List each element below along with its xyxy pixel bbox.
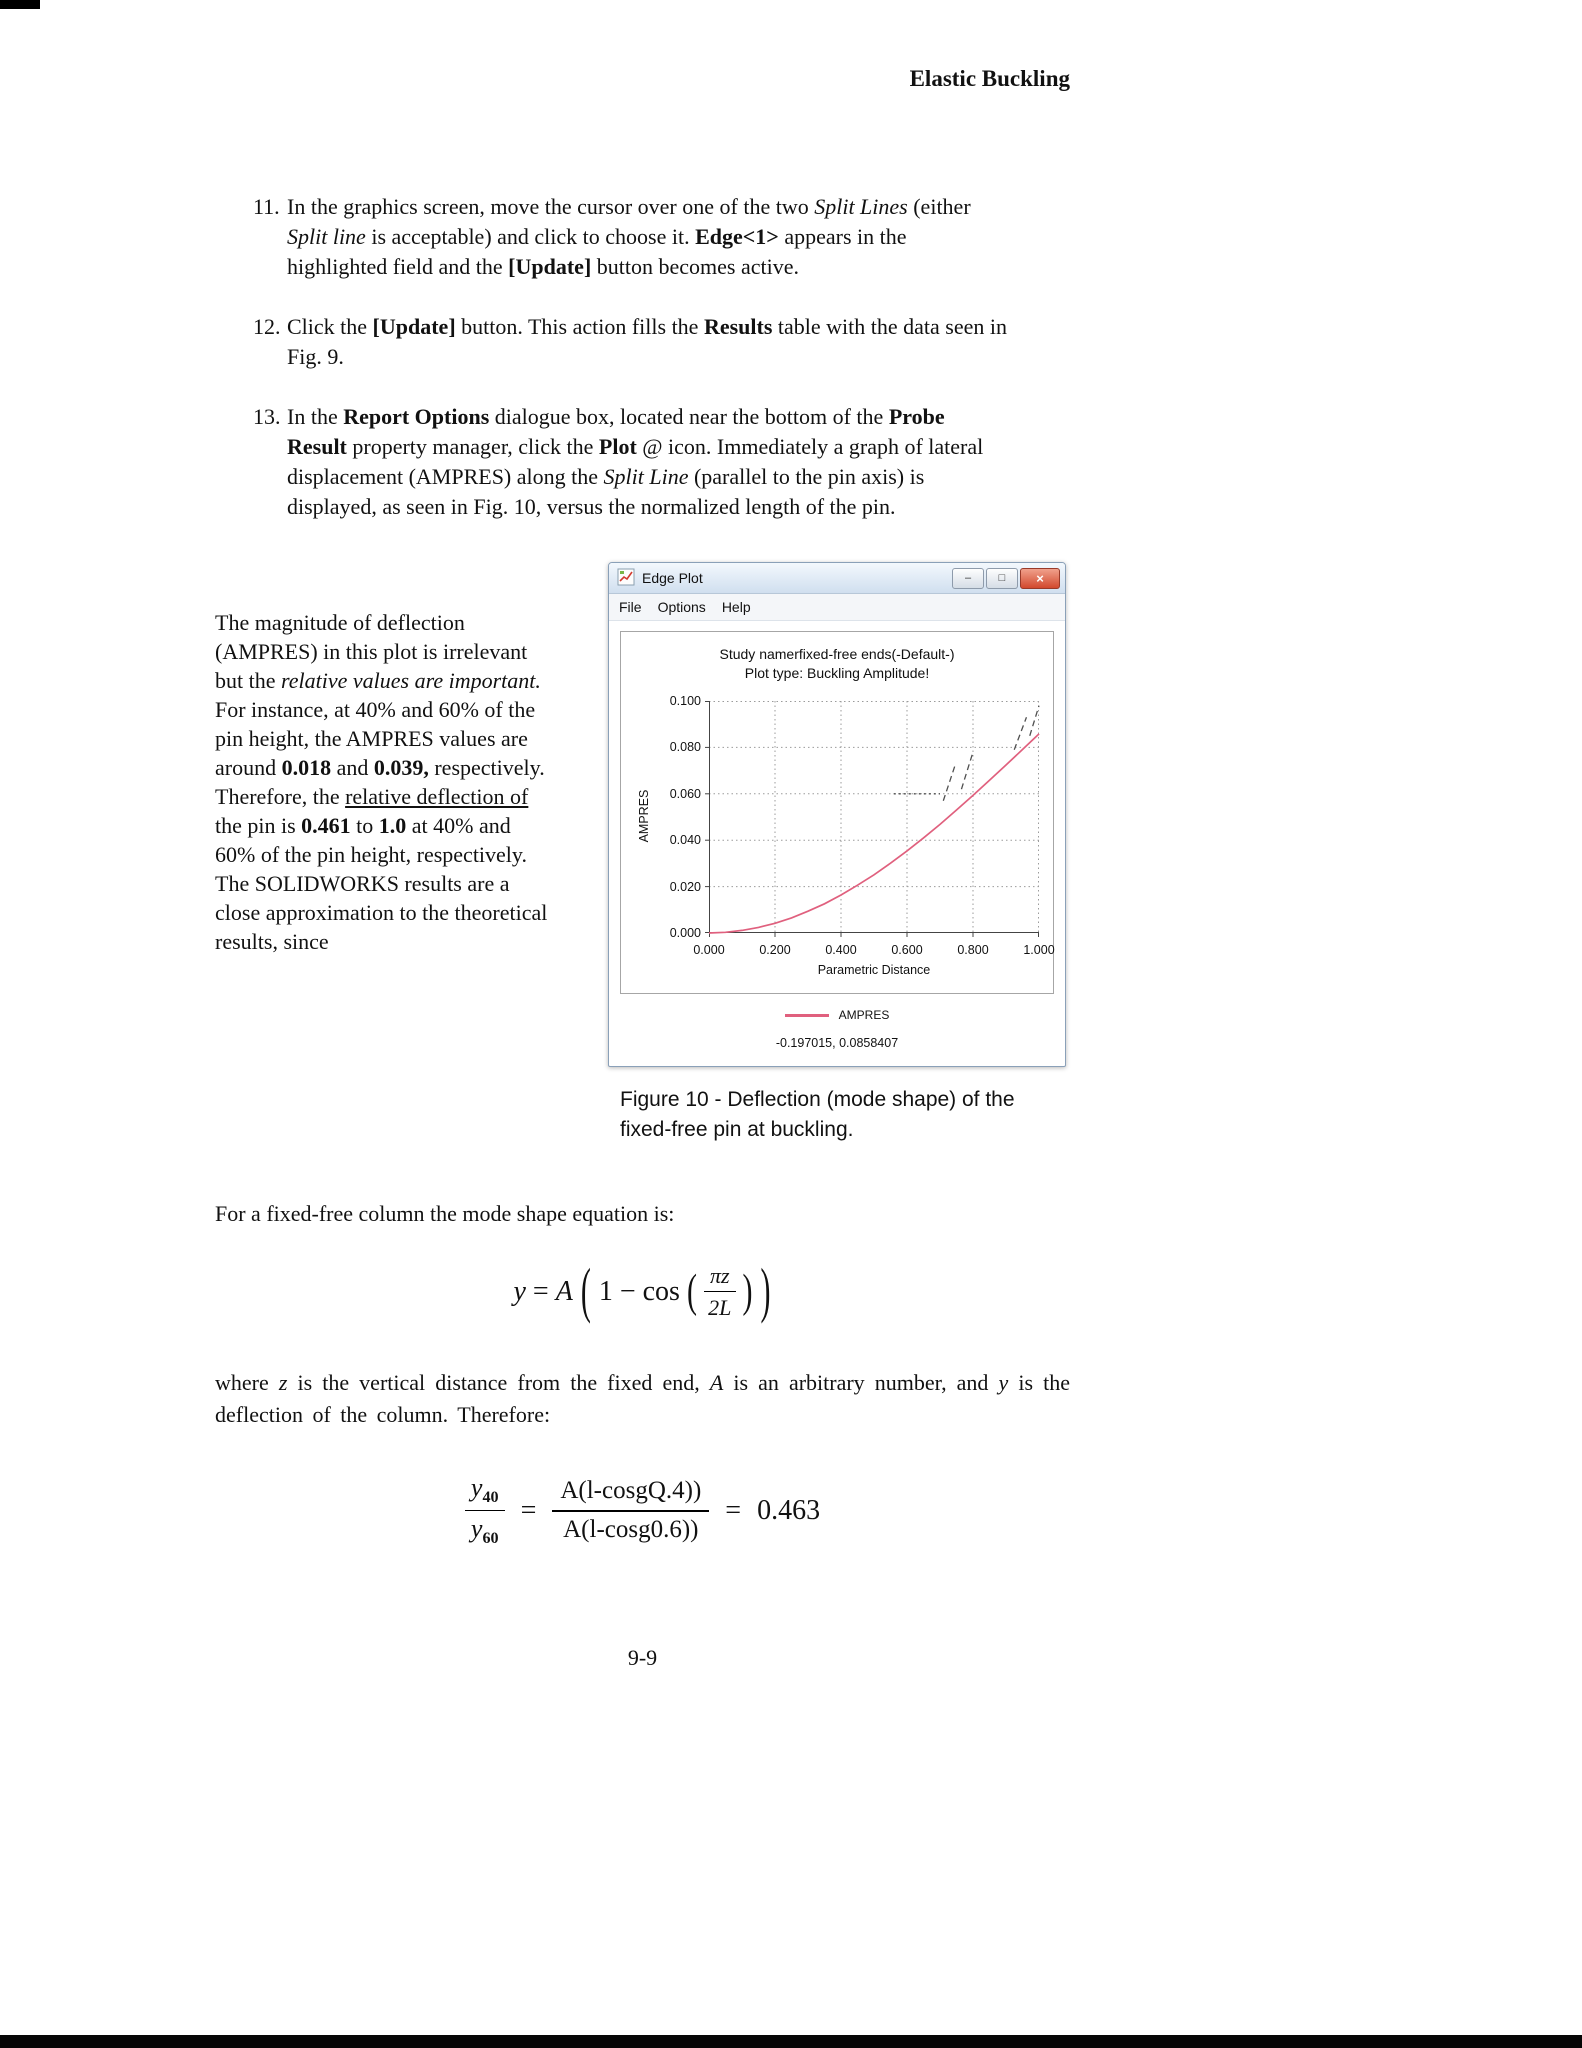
text-segment: Probe Result bbox=[287, 404, 945, 459]
mode-shape-equation bbox=[215, 1256, 1070, 1325]
text-segment: Edge<1> bbox=[695, 224, 779, 249]
eq2-lhs-numerator bbox=[465, 1473, 505, 1512]
text-segment: In the bbox=[287, 404, 344, 429]
eq1-fraction bbox=[704, 1263, 736, 1321]
text-segment: 0.461 bbox=[301, 813, 351, 838]
step-text bbox=[287, 312, 1007, 372]
text-segment: Plot bbox=[598, 434, 637, 459]
eq2-rhs-fraction bbox=[552, 1477, 709, 1545]
text-segment: Report Options bbox=[343, 404, 490, 429]
text-segment: z bbox=[278, 1369, 288, 1395]
page-number: 9-9 bbox=[627, 1645, 658, 1671]
menu-item-help[interactable]: Help bbox=[721, 599, 751, 615]
text-segment: where bbox=[215, 1369, 279, 1395]
eq1-equals: = bbox=[532, 1275, 549, 1307]
y-tick-label: 0.060 bbox=[669, 786, 701, 801]
eq1-cos-term: 1 − cos bbox=[598, 1275, 680, 1307]
text-segment: table with the data seen in Fig. 9. bbox=[287, 314, 1007, 369]
eq1-close-paren-outer: ) bbox=[760, 1256, 771, 1325]
y-tick-labels bbox=[657, 694, 705, 940]
text-segment: 0.039, bbox=[373, 755, 429, 780]
body-paragraph bbox=[215, 562, 551, 1145]
step-number: 13. bbox=[253, 404, 281, 429]
text-segment: For instance, at 40% and 60% of the pin height, the AMPRES values are around bbox=[215, 697, 536, 780]
chart-subtitle: Plot type: Buckling Amplitude! bbox=[744, 665, 930, 681]
menu-item-options[interactable]: Options bbox=[657, 599, 706, 615]
chart-title: Study namerfixed-free ends(-Default-) bbox=[719, 646, 955, 662]
text-segment: Click the bbox=[287, 314, 373, 339]
text-segment: Split Lines bbox=[814, 194, 908, 219]
figure-caption bbox=[620, 1085, 1066, 1145]
text-segment: (either bbox=[907, 194, 971, 219]
list-item-13 bbox=[215, 402, 1070, 522]
text-segment: the pin is bbox=[215, 813, 302, 838]
maximize-button[interactable]: □ bbox=[986, 568, 1018, 589]
text-segment: button. This action fills the bbox=[455, 314, 704, 339]
text-segment: is the vertical distance from the fixed end, bbox=[287, 1369, 710, 1395]
x-tick-label: 0.200 bbox=[759, 943, 791, 957]
text-segment: The magnitude of deflection (AMPRES) in this plot is irrelevant but the bbox=[215, 610, 528, 693]
x-tick-label: 0.000 bbox=[693, 943, 725, 957]
chart-panel bbox=[620, 631, 1054, 994]
eq2-equals: = bbox=[520, 1494, 537, 1526]
eq2-lhs-fraction bbox=[465, 1473, 505, 1549]
edge-plot-icon bbox=[617, 568, 635, 589]
text-segment: and bbox=[331, 755, 374, 780]
eq1-open-paren-inner: ( bbox=[686, 1265, 697, 1317]
text-segment: [Update] bbox=[508, 254, 592, 279]
text-segment: button becomes active. bbox=[591, 254, 799, 279]
step-number: 11. bbox=[253, 194, 280, 219]
eq2-result: 0.463 bbox=[757, 1494, 821, 1526]
text-segment: Split line bbox=[287, 224, 366, 249]
eq1-open-paren-outer: ( bbox=[580, 1256, 591, 1325]
scan-artifact-top bbox=[0, 0, 40, 9]
steps-list bbox=[215, 192, 1070, 522]
y-tick-label: 0.000 bbox=[669, 926, 701, 940]
eq2-equals-2: = bbox=[725, 1494, 742, 1526]
x-tick-label: 0.600 bbox=[891, 943, 923, 957]
mode-shape-intro: For a fixed-free column the mode shape equation is: bbox=[215, 1201, 675, 1226]
scan-artifact-bottom bbox=[0, 2035, 1582, 2048]
text-segment: Results bbox=[703, 314, 773, 339]
eq2-y40-sub: 40 bbox=[482, 1488, 499, 1506]
menu-bar bbox=[609, 594, 1065, 621]
close-button[interactable]: × bbox=[1020, 568, 1060, 589]
x-tick-label: 1.000 bbox=[1023, 943, 1055, 957]
step-text bbox=[287, 402, 1007, 522]
eq1-close-paren-inner: ) bbox=[742, 1265, 753, 1317]
window-titlebar[interactable] bbox=[609, 563, 1065, 594]
eq1-y: y bbox=[513, 1275, 526, 1307]
cursor-coordinates: -0.197015, 0.0858407 bbox=[775, 1036, 899, 1050]
menu-item-file[interactable]: File bbox=[619, 599, 642, 615]
eq1-coefficient: A bbox=[555, 1275, 573, 1307]
edge-plot-window bbox=[608, 562, 1066, 1067]
y-tick-label: 0.080 bbox=[669, 740, 701, 755]
eq2-y40-base: y bbox=[470, 1472, 483, 1502]
window-controls bbox=[950, 568, 1060, 589]
text-segment: relative deflection of bbox=[345, 784, 529, 809]
text-segment: Split Line bbox=[603, 464, 689, 489]
figure-section bbox=[215, 562, 1070, 1145]
text-segment: @ icon. Immediately a graph of lateral displacement (AMPRES) along the bbox=[287, 434, 984, 489]
list-item-11 bbox=[215, 192, 1070, 282]
text-segment: is an arbitrary number, and bbox=[723, 1369, 999, 1395]
figure-caption-line: fixed-free pin at buckling. bbox=[620, 1118, 854, 1141]
list-item-12 bbox=[215, 312, 1070, 372]
minimize-button[interactable]: – bbox=[952, 568, 984, 589]
x-tick-label: 0.400 bbox=[825, 943, 857, 957]
legend-label: AMPRES bbox=[838, 1008, 890, 1022]
x-axis-label: Parametric Distance bbox=[817, 963, 931, 977]
step-text bbox=[287, 192, 1007, 282]
page-content bbox=[215, 0, 1070, 1671]
window-title: Edge Plot bbox=[642, 570, 703, 586]
ratio-equation bbox=[215, 1473, 1070, 1549]
y-tick-label: 0.020 bbox=[669, 879, 701, 894]
text-segment: to bbox=[350, 813, 379, 838]
text-segment: (parallel to the pin axis) is displayed, as seen in Fig. 10, versus the normalized length of the pin. bbox=[287, 464, 925, 519]
plot-svg bbox=[709, 701, 1039, 933]
text-segment: relative values are important. bbox=[281, 668, 541, 693]
plot-area[interactable] bbox=[709, 701, 1039, 933]
eq2-y60-base: y bbox=[470, 1514, 483, 1544]
text-segment: respectively. Therefore, the bbox=[215, 755, 545, 809]
y-tick-label: 0.040 bbox=[669, 833, 701, 848]
eq2-y60-sub: 60 bbox=[482, 1530, 499, 1548]
text-segment: property manager, click the bbox=[346, 434, 599, 459]
x-tick-label: 0.800 bbox=[957, 943, 989, 957]
text-segment: y bbox=[998, 1369, 1009, 1395]
eq1-denominator: 2L bbox=[708, 1295, 732, 1321]
text-segment: dialogue box, located near the bottom of the bbox=[489, 404, 889, 429]
eq2-lhs-denominator bbox=[471, 1511, 499, 1549]
y-axis-label: AMPRES bbox=[637, 789, 651, 843]
text-segment: A bbox=[709, 1369, 724, 1395]
step-number: 12. bbox=[253, 314, 281, 339]
text-segment: is acceptable) and click to choose it. bbox=[365, 224, 696, 249]
text-segment: is the deflection of the column. Therefore: bbox=[215, 1369, 1070, 1427]
legend-line-swatch bbox=[785, 1014, 829, 1017]
text-segment: appears in the highlighted field and the bbox=[287, 224, 907, 279]
y-tick-label: 0.100 bbox=[669, 694, 701, 708]
where-paragraph bbox=[215, 1367, 1070, 1431]
eq2-rhs-denominator: A(l-cosg0.6)) bbox=[563, 1515, 699, 1543]
chart-legend bbox=[609, 1008, 1065, 1022]
text-segment: [Update] bbox=[372, 314, 456, 339]
text-segment: 1.0 bbox=[378, 813, 407, 838]
text-segment: 0.018 bbox=[281, 755, 332, 780]
text-segment: at 40% and 60% of the pin height, respectively. The SOLIDWORKS results are a close approximation to the theoretical results, since bbox=[215, 813, 548, 954]
plot-region bbox=[621, 695, 1053, 987]
eq1-numerator: πz bbox=[704, 1263, 736, 1292]
text-segment: In the graphics screen, move the cursor over one of the two bbox=[287, 194, 815, 219]
figure-caption-line: Figure 10 - Deflection (mode shape) of the bbox=[620, 1088, 1015, 1111]
running-header: Elastic Buckling bbox=[909, 66, 1070, 91]
eq2-rhs-numerator: A(l-cosgQ.4)) bbox=[552, 1477, 709, 1512]
x-tick-labels bbox=[693, 941, 1055, 957]
figure-block bbox=[608, 562, 1066, 1145]
